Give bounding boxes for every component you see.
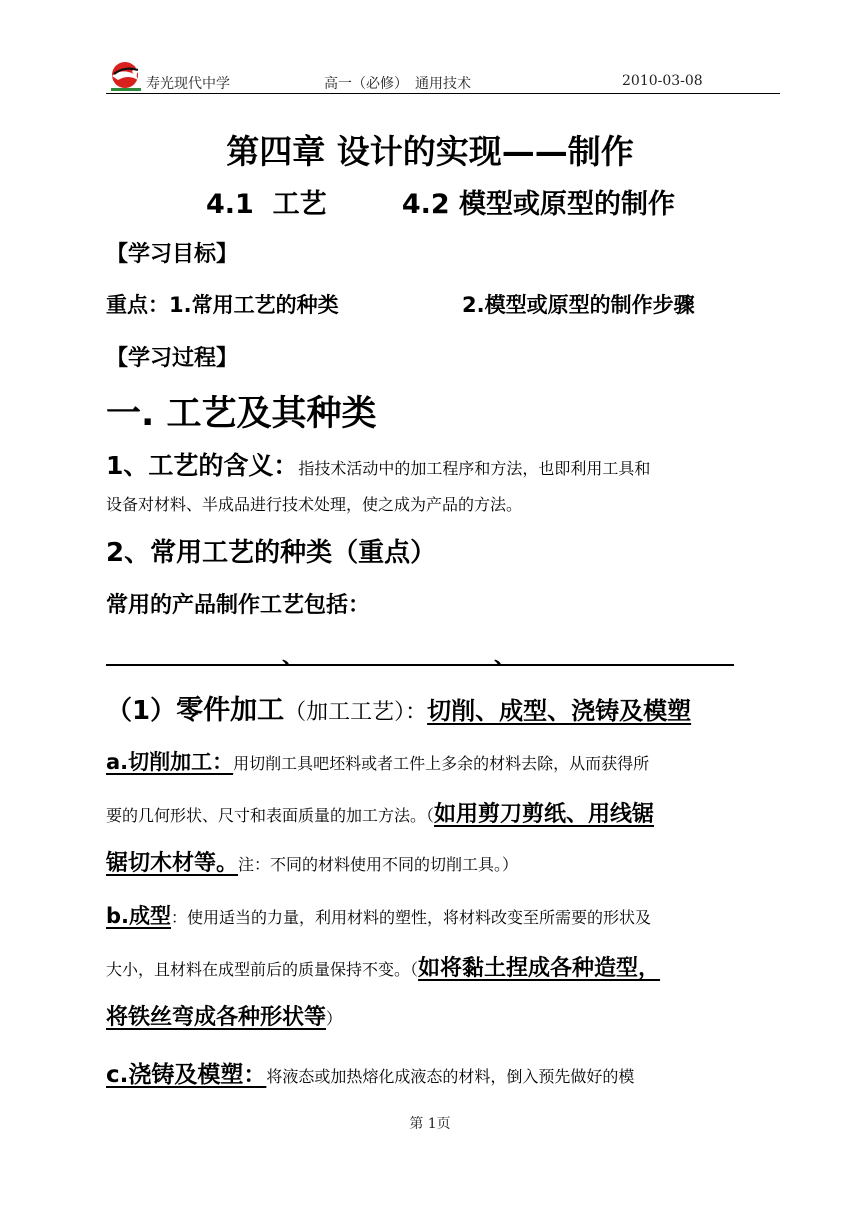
header-rule bbox=[106, 93, 780, 94]
casting-label: c.浇铸及模塑： bbox=[106, 1062, 267, 1088]
forming-text-b: 大小，且材料在成型前后的质量保持不变。 bbox=[106, 960, 411, 979]
cutting-text-a: 用切削工具吧坯料或者工件上多余的材料去除，从而获得所 bbox=[233, 754, 650, 773]
forming-colon: ： bbox=[171, 908, 188, 927]
section1-heading: 一. 工艺及其种类 bbox=[106, 394, 377, 434]
item1-title: 1、工艺的含义： bbox=[106, 451, 299, 480]
cutting-line-c bbox=[106, 846, 518, 877]
page-number: 第 1页 bbox=[409, 1116, 451, 1132]
cutting-note: 注：不同的材料使用不同的切削工具。） bbox=[238, 855, 519, 874]
blank-separator-2: 、 bbox=[494, 645, 517, 670]
key-point-1: 1.常用工艺的种类 bbox=[169, 293, 339, 317]
forming-paren-close: ） bbox=[326, 1009, 343, 1028]
forming-label: b.成型 bbox=[106, 904, 172, 928]
school-logo bbox=[108, 60, 146, 92]
chapter-title: 第四章 设计的实现——制作 bbox=[226, 132, 634, 171]
key-point-2: 2.模型或原型的制作步骤 bbox=[462, 293, 695, 317]
cutting-text-b: 要的几何形状、尺寸和表面质量的加工方法。 bbox=[106, 806, 427, 825]
cutting-paren-open: （ bbox=[426, 806, 435, 825]
cutting-label: a.切削加工： bbox=[106, 750, 234, 774]
part1-heading bbox=[106, 688, 691, 727]
part1-paren: （加工工艺）： bbox=[284, 700, 428, 725]
forming-example-b: 将铁丝弯成各种形状等 bbox=[106, 1005, 327, 1030]
item2-title: 2、常用工艺的种类（重点） bbox=[106, 538, 437, 568]
cutting-example-a: 如用剪刀剪纸、用线锯 bbox=[434, 802, 655, 827]
header-school: 寿光现代中学 bbox=[146, 76, 230, 92]
part1-list: 切削、成型、浇铸及模塑 bbox=[427, 697, 692, 725]
forming-paren-open: （ bbox=[410, 960, 419, 979]
part1-num: （1） bbox=[106, 696, 177, 726]
fill-in-blank-line[interactable] bbox=[106, 664, 734, 666]
item1-text-b: 设备对材料、半成品进行技术处理，使之成为产品的方法。 bbox=[106, 495, 523, 514]
forming-line-c bbox=[106, 1000, 342, 1031]
cutting-example-b: 锯切木材等。 bbox=[106, 851, 239, 876]
section-titles: 4.1 工艺 4.2 模型或原型的制作 bbox=[206, 189, 676, 220]
forming-line-a bbox=[106, 900, 651, 930]
key-label: 重点： bbox=[106, 293, 169, 317]
school-logo-icon bbox=[108, 60, 146, 92]
casting-text-a: 将液态或加热熔化成液态的材料，倒入预先做好的模 bbox=[266, 1067, 635, 1086]
casting-line-a bbox=[106, 1056, 634, 1089]
item1-text-a: 指技术活动中的加工程序和方法，也即利用工具和 bbox=[298, 459, 651, 478]
cutting-line-b bbox=[106, 797, 654, 828]
cutting-line-a bbox=[106, 746, 649, 776]
header-course: 高一（必修） 通用技术 bbox=[324, 76, 471, 92]
process-heading: 【学习过程】 bbox=[106, 346, 239, 371]
item2-lead: 常用的产品制作工艺包括： bbox=[106, 593, 371, 618]
key-points bbox=[106, 289, 339, 319]
item1-line-a bbox=[106, 446, 650, 482]
forming-line-b bbox=[106, 951, 660, 982]
forming-text-a: 使用适当的力量，利用材料的塑性，将材料改变至所需要的形状及 bbox=[187, 908, 652, 927]
blank-separator-1: 、 bbox=[282, 645, 305, 670]
header-date: 2010-03-08 bbox=[622, 73, 703, 89]
forming-example-a: 如将黏土捏成各种造型， bbox=[418, 956, 661, 981]
objectives-heading: 【学习目标】 bbox=[106, 242, 239, 267]
part1-name: 零件加工 bbox=[176, 695, 285, 726]
